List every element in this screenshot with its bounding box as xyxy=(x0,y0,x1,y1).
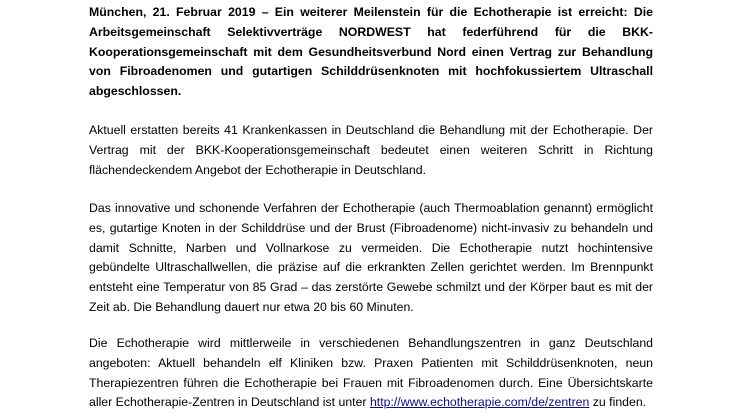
centers-map-link[interactable]: http://www.echotherapie.com/de/zentren xyxy=(369,395,590,410)
centers-text-before-link: Die Echotherapie wird mittlerweile in verschiedenen Behandlungszentren in ganz Deutschland angeboten: Aktuell behandeln elf Kliniken bzw. Praxen Patienten mit Schilddrüsenknoten, neun Therapiezentren führen die Echotherapie bei Frauen mit Fibroadenomen durch. Eine Übersichtskarte aller Echotherapie-Zentren in Deutschland ist unter xyxy=(89,336,653,410)
body-paragraph-centers xyxy=(89,334,653,413)
body-paragraph-procedure: Das innovative und schonende Verfahren der Echotherapie (auch Thermoablation genannt) ermöglicht es, gutartige Knoten in der Schilddrüse und der Brust (Fibroadenome) nicht-invasiv zu behandeln und damit Schnitte, Narben und Vollnarkose zu vermeiden. Die Echotherapie nutzt hochintensive gebündelte Ultraschallwellen, die präzise auf die erkrankten Zellen gerichtet werden. Im Brennpunkt entsteht eine Temperatur von 85 Grad – das zerstörte Gewebe schmilzt und der Körper baut es mit der Zeit ab. Die Behandlung dauert nur etwa 20 bis 60 Minuten. xyxy=(89,201,653,314)
body-paragraph-health-insurers: Aktuell erstatten bereits 41 Krankenkassen in Deutschland die Behandlung mit der Echotherapie. Der Vertrag mit der BKK-Kooperationsgemeinschaft bedeutet einen weiteren Schritt in Richtung flächendeckendem Angebot der Echotherapie in Deutschland. xyxy=(89,123,653,177)
centers-text-after-link: zu finden. xyxy=(589,395,647,410)
lead-paragraph: München, 21. Februar 2019 – Ein weiterer Meilenstein für die Echotherapie ist erreicht: Die Arbeitsgemeinschaft Selektivverträge NORDWEST hat federführend für die BKK-Kooperationsgemeinschaft mit dem Gesundheitsverbund Nord einen Vertrag zur Behandlung von Fibroadenomen und gutartigen Schilddrüsenknoten mit hochfokussiertem Ultraschall abgeschlossen. xyxy=(89,5,653,99)
